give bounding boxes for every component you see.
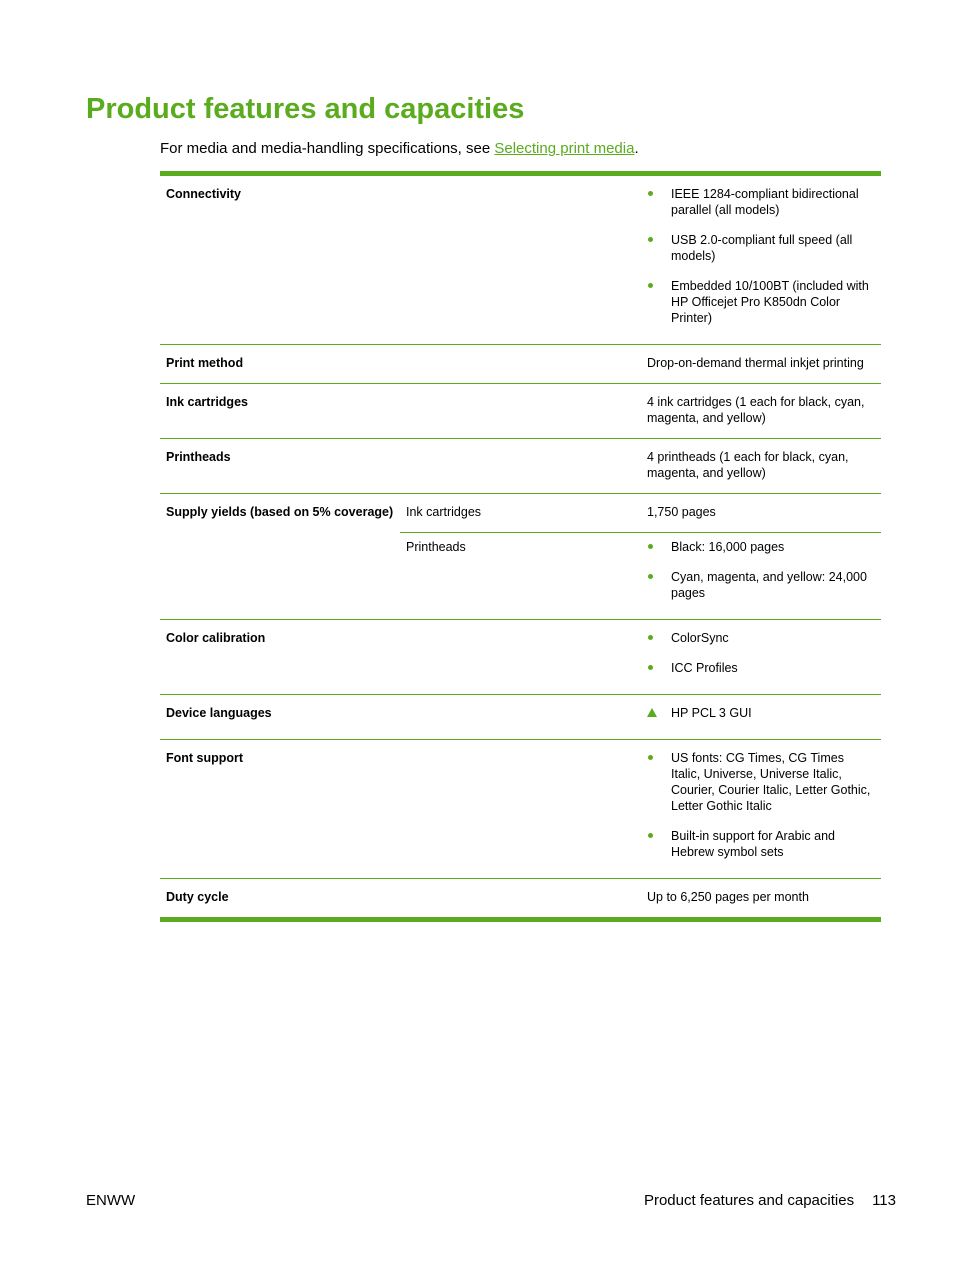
list-item-text: Built-in support for Arabic and Hebrew symbol sets — [671, 829, 835, 859]
subrow-printheads — [400, 532, 881, 619]
bullet-icon — [648, 574, 653, 579]
row-label: Supply yields (based on 5% coverage) — [166, 505, 394, 519]
row-value — [400, 695, 881, 739]
sub-label: Printheads — [406, 540, 466, 554]
list-item-text: Cyan, magenta, and yellow: 24,000 pages — [671, 570, 867, 600]
sub-value: 1,750 pages — [647, 505, 716, 519]
bullet-icon — [648, 283, 653, 288]
row-label: Device languages — [166, 706, 272, 720]
table-row-print-method — [160, 344, 881, 383]
footer-right — [644, 1192, 896, 1209]
intro-end: . — [634, 140, 639, 157]
supply-yields-subtable — [400, 494, 881, 619]
table-row-supply-yields — [160, 493, 881, 619]
bullet-icon — [648, 237, 653, 242]
row-value — [400, 740, 881, 878]
list-item — [647, 705, 873, 721]
bullet-icon — [648, 191, 653, 196]
list-item — [647, 828, 873, 860]
row-label: Duty cycle — [166, 890, 229, 904]
bullet-icon — [648, 755, 653, 760]
row-label: Ink cartridges — [166, 395, 248, 409]
list-item — [647, 630, 873, 646]
list-item — [647, 660, 873, 676]
row-label: Connectivity — [166, 187, 242, 201]
triangle-bullet-icon — [647, 708, 657, 717]
list-item-text: Black: 16,000 pages — [671, 540, 785, 554]
page-title: Product features and capacities — [86, 93, 525, 125]
row-value: 4 printheads (1 each for black, cyan, magenta, and yellow) — [647, 450, 849, 480]
list-item-text: US fonts: CG Times, CG Times Italic, Universe, Universe Italic, Courier, Courier Italic, Letter Gothic, Letter Gothic Italic — [671, 751, 871, 813]
footer-left: ENWW — [86, 1192, 136, 1209]
row-value: Drop-on-demand thermal inkjet printing — [647, 356, 864, 370]
list-item-text: ColorSync — [671, 631, 729, 645]
sub-label: Ink cartridges — [406, 505, 482, 519]
list-item-text: IEEE 1284-compliant bidirectional parallel (all models) — [671, 187, 859, 217]
table-row-font-support — [160, 739, 881, 878]
row-value — [400, 176, 881, 344]
intro-text: For media and media-handling specifications, see — [160, 140, 495, 157]
row-label: Print method — [166, 356, 244, 370]
table-row-device-languages — [160, 694, 881, 739]
row-value — [400, 620, 881, 694]
list-item-text: ICC Profiles — [671, 661, 738, 675]
row-label: Printheads — [166, 450, 231, 464]
list-item — [647, 232, 873, 264]
table-row-ink-cartridges — [160, 383, 881, 438]
list-item-text: HP PCL 3 GUI — [671, 706, 752, 720]
footer-section: Product features and capacities — [643, 1192, 855, 1209]
intro-paragraph — [160, 139, 639, 159]
page-number: 113 — [872, 1192, 896, 1209]
bullet-icon — [648, 544, 653, 549]
subrow-ink-cartridges — [400, 494, 881, 532]
row-label: Font support — [166, 751, 244, 765]
list-item — [647, 750, 873, 814]
table-row-color-calibration — [160, 619, 881, 694]
table-row-printheads — [160, 438, 881, 493]
bullet-icon — [648, 833, 653, 838]
spec-table — [160, 171, 881, 922]
list-item — [647, 569, 873, 601]
list-item-text: USB 2.0-compliant full speed (all models) — [671, 233, 853, 263]
table-row-duty-cycle — [160, 878, 881, 917]
row-value: Up to 6,250 pages per month — [647, 890, 809, 904]
selecting-print-media-link[interactable]: Selecting print media — [494, 140, 635, 157]
list-item — [647, 539, 873, 555]
list-item — [647, 186, 873, 218]
list-item-text: Embedded 10/100BT (included with HP Officejet Pro K850dn Color Printer) — [671, 279, 869, 325]
sub-value — [641, 533, 881, 619]
bullet-icon — [648, 635, 653, 640]
table-row-connectivity — [160, 176, 881, 344]
row-value: 4 ink cartridges (1 each for black, cyan, magenta, and yellow) — [647, 395, 865, 425]
list-item — [647, 278, 873, 326]
bullet-icon — [648, 665, 653, 670]
row-label: Color calibration — [166, 631, 266, 645]
